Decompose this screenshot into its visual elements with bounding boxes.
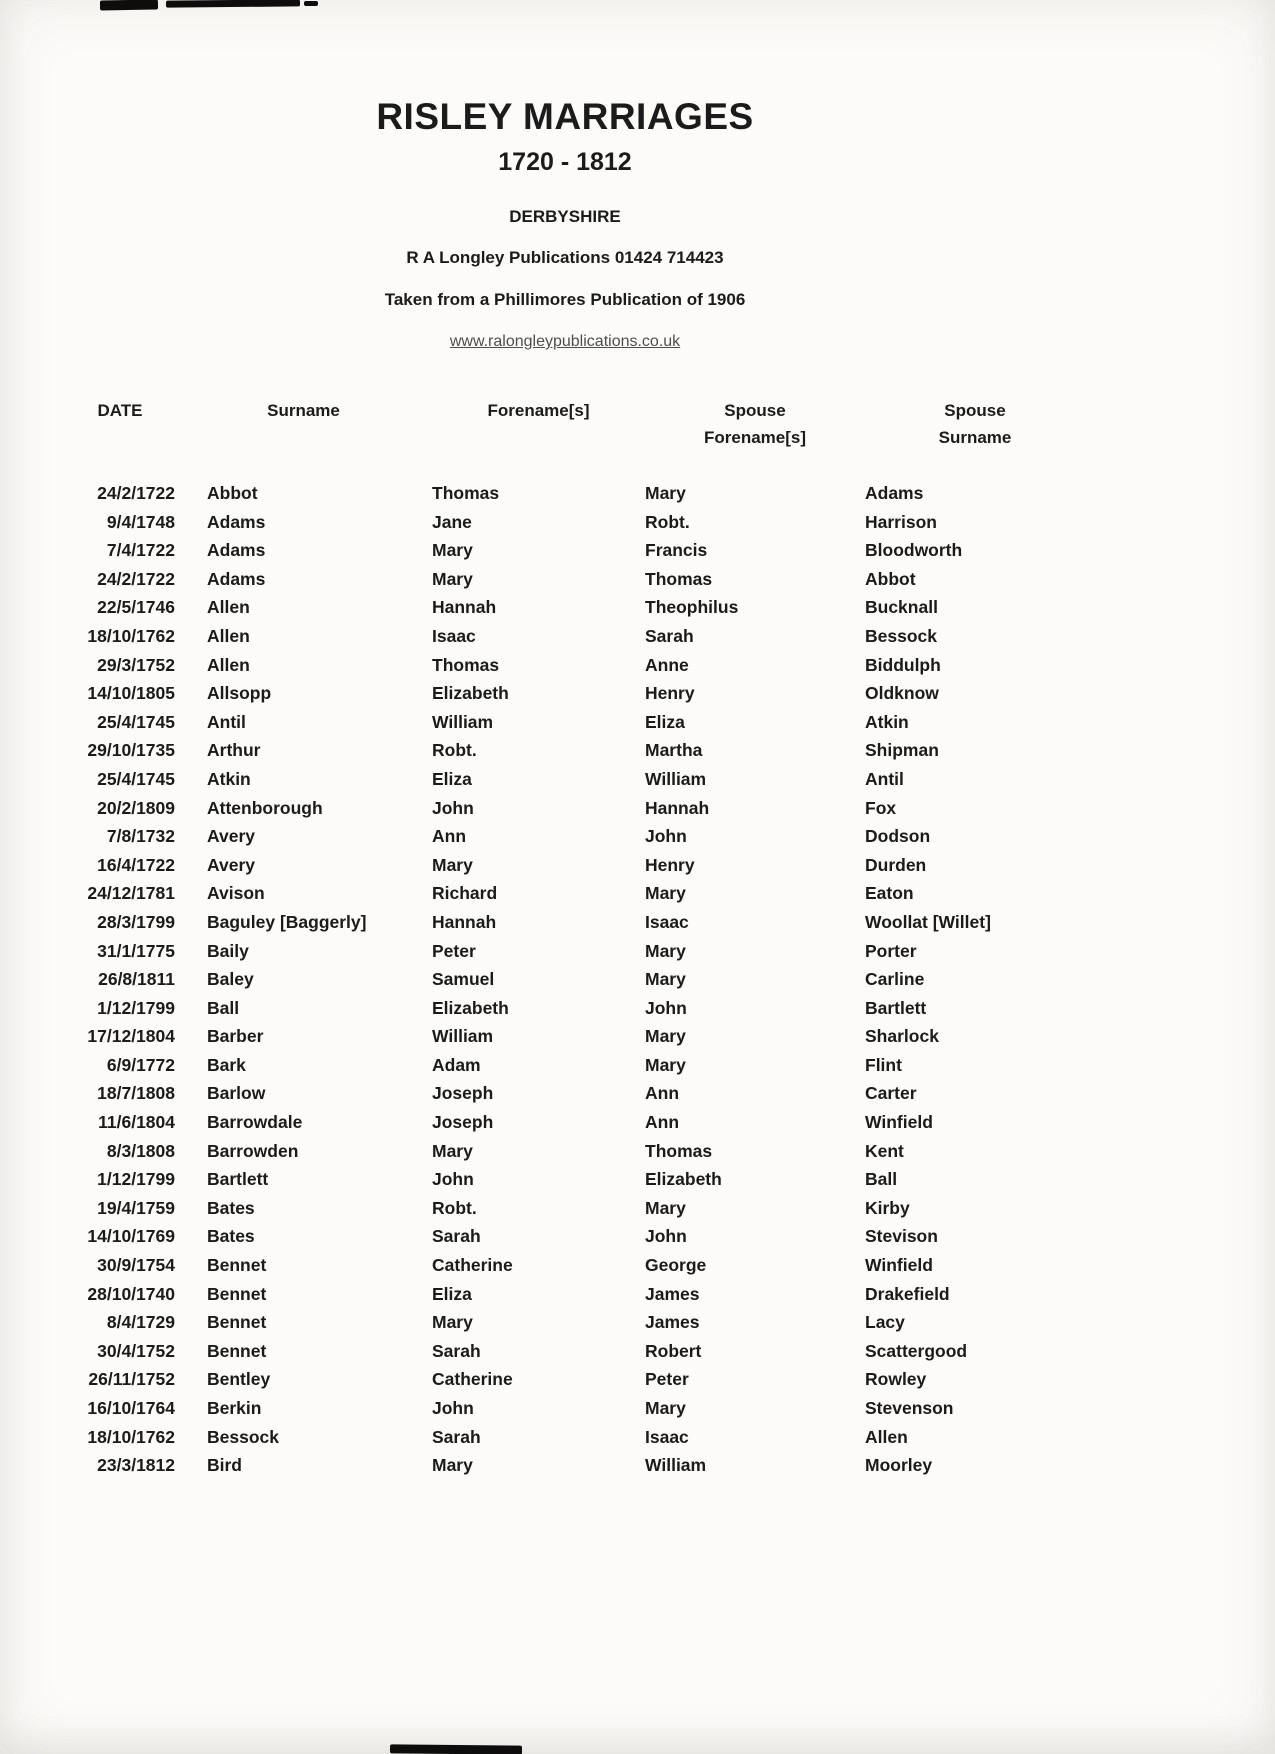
cell-forename: Elizabeth	[432, 683, 509, 704]
table-row	[65, 622, 1150, 651]
table-row	[65, 879, 1150, 908]
cell-spouse-surname: Porter	[865, 940, 917, 961]
cell-surname: Bates	[207, 1197, 255, 1218]
cell-forename: Mary	[432, 1140, 473, 1161]
cell-spouse-surname: Bloodworth	[865, 540, 963, 561]
cell-forename: Mary	[432, 568, 473, 589]
cell-forename: Eliza	[432, 768, 472, 789]
cell-spouse-surname: Sharlock	[865, 1026, 939, 1047]
cell-spouse-forename: Francis	[645, 540, 708, 561]
cell-surname: Avery	[207, 826, 255, 847]
cell-spouse-surname: Scattergood	[865, 1340, 968, 1361]
cell-forename: Mary	[432, 854, 473, 875]
cell-date: 11/6/1804	[98, 1112, 175, 1133]
cell-surname: Attenborough	[207, 797, 323, 818]
cell-surname: Bartlett	[207, 1169, 269, 1190]
table-row	[65, 708, 1150, 737]
cell-forename: Mary	[432, 540, 473, 561]
scan-artifact-top-left	[100, 0, 158, 11]
cell-spouse-surname: Rowley	[865, 1369, 927, 1390]
cell-surname: Bird	[207, 1455, 242, 1476]
cell-spouse-forename: John	[645, 997, 687, 1018]
cell-date: 18/10/1762	[87, 625, 175, 646]
cell-spouse-forename: Elizabeth	[645, 1169, 722, 1190]
cell-forename: Peter	[432, 940, 476, 961]
cell-forename: Eliza	[432, 1283, 472, 1304]
table-row	[65, 965, 1150, 994]
cell-spouse-forename: Robert	[645, 1340, 702, 1361]
cell-spouse-surname: Kent	[865, 1140, 904, 1161]
cell-date: 6/9/1772	[106, 1054, 175, 1075]
cell-date: 8/3/1808	[106, 1140, 175, 1161]
cell-spouse-forename: Henry	[645, 854, 695, 875]
marriage-table	[65, 397, 1150, 1480]
cell-surname: Bennet	[207, 1340, 267, 1361]
table-row	[65, 1194, 1150, 1223]
cell-spouse-forename: Mary	[645, 883, 686, 904]
cell-spouse-forename: Sarah	[645, 625, 694, 646]
table-row	[65, 1251, 1150, 1280]
cell-forename: John	[432, 1398, 474, 1418]
cell-surname: Bennet	[207, 1312, 267, 1333]
cell-surname: Bates	[207, 1226, 255, 1247]
cell-forename: Sarah	[432, 1226, 481, 1247]
cell-surname: Abbot	[207, 483, 258, 503]
table-row	[65, 1280, 1150, 1309]
table-row	[65, 536, 1150, 565]
cell-spouse-surname: Oldknow	[865, 683, 939, 704]
cell-spouse-surname: Abbot	[865, 568, 916, 589]
cell-forename: Isaac	[432, 625, 476, 646]
cell-spouse-surname: Carline	[865, 969, 925, 990]
table-row	[65, 937, 1150, 966]
cell-spouse-forename: Robt.	[645, 511, 690, 532]
cell-spouse-surname: Antil	[865, 768, 904, 789]
table-row	[65, 1022, 1150, 1051]
cell-spouse-surname: Bartlett	[865, 997, 927, 1018]
cell-forename: Joseph	[432, 1112, 494, 1133]
cell-date: 31/1/1775	[97, 940, 175, 961]
cell-forename: Robt.	[432, 740, 477, 761]
cell-date: 25/4/1745	[97, 768, 175, 789]
table-row	[65, 1051, 1150, 1080]
cell-date: 18/7/1808	[97, 1083, 175, 1104]
table-row	[65, 565, 1150, 594]
website-url: www.ralongleypublications.co.uk	[449, 333, 681, 350]
cell-spouse-forename: James	[645, 1312, 700, 1333]
cell-date: 9/4/1748	[106, 511, 175, 532]
cell-date: 26/8/1811	[98, 969, 175, 990]
cell-forename: William	[432, 711, 494, 732]
cell-surname: Arthur	[207, 740, 261, 761]
cell-surname: Berkin	[207, 1398, 262, 1418]
cell-spouse-forename: Mary	[645, 940, 686, 961]
cell-spouse-surname: Fox	[865, 797, 897, 818]
source-line: Taken from a Phillimores Publication of 1906	[384, 290, 746, 309]
cell-forename: Sarah	[432, 1426, 481, 1447]
cell-spouse-surname: Woollat [Willet]	[865, 911, 991, 932]
cell-surname: Bentley	[207, 1369, 271, 1390]
cell-spouse-forename: Mary	[645, 1197, 686, 1218]
cell-forename: John	[432, 797, 474, 818]
cell-surname: Baley	[207, 969, 254, 990]
cell-surname: Allsopp	[207, 683, 272, 704]
table-row	[65, 1222, 1150, 1251]
cell-forename: William	[432, 1026, 494, 1047]
table-row	[65, 994, 1150, 1023]
cell-forename: Sarah	[432, 1340, 481, 1361]
cell-spouse-forename: John	[645, 826, 687, 847]
cell-spouse-forename: Henry	[645, 683, 695, 704]
cell-spouse-forename: Isaac	[645, 911, 689, 932]
cell-spouse-forename: William	[645, 768, 707, 789]
cell-surname: Bessock	[207, 1426, 279, 1447]
cell-spouse-surname: Biddulph	[865, 654, 941, 675]
cell-spouse-surname: Moorley	[865, 1455, 933, 1476]
cell-spouse-forename: Isaac	[645, 1426, 689, 1447]
cell-spouse-surname: Stevison	[865, 1226, 938, 1247]
cell-surname: Bennet	[207, 1255, 267, 1276]
cell-forename: Hannah	[432, 597, 497, 618]
cell-forename: Robt.	[432, 1197, 477, 1218]
cell-forename: John	[432, 1169, 474, 1190]
cell-date: 1/12/1799	[97, 1169, 175, 1190]
cell-forename: Hannah	[432, 911, 497, 932]
cell-surname: Antil	[207, 711, 246, 732]
cell-forename: Mary	[432, 1455, 473, 1476]
cell-spouse-surname: Winfield	[865, 1112, 933, 1133]
cell-date: 29/3/1752	[97, 654, 175, 675]
table-row	[65, 822, 1150, 851]
cell-forename: Elizabeth	[432, 997, 509, 1018]
cell-spouse-forename: Mary	[645, 969, 686, 990]
scan-artifact-bottom	[390, 1744, 522, 1754]
cell-surname: Baily	[207, 940, 249, 961]
cell-spouse-forename: Eliza	[645, 711, 685, 732]
table-row	[65, 736, 1150, 765]
cell-surname: Atkin	[207, 768, 251, 789]
table-row	[65, 1108, 1150, 1137]
table-row	[65, 1394, 1150, 1423]
cell-spouse-surname: Allen	[865, 1426, 908, 1447]
cell-surname: Barrowden	[207, 1140, 299, 1161]
cell-surname: Allen	[207, 625, 250, 646]
cell-spouse-forename: Thomas	[645, 1140, 713, 1161]
cell-spouse-surname: Kirby	[865, 1197, 910, 1218]
table-row	[65, 765, 1150, 794]
cell-spouse-forename: Hannah	[645, 797, 710, 818]
cell-spouse-surname: Ball	[865, 1169, 898, 1190]
table-row	[65, 1337, 1150, 1366]
cell-surname: Allen	[207, 597, 250, 618]
table-row	[65, 1165, 1150, 1194]
cell-spouse-surname: Winfield	[865, 1255, 933, 1276]
cell-spouse-surname: Lacy	[865, 1312, 905, 1333]
table-row	[65, 908, 1150, 937]
cell-spouse-surname: Drakefield	[865, 1283, 950, 1304]
cell-date: 8/4/1729	[106, 1312, 175, 1333]
cell-surname: Adams	[207, 540, 266, 561]
cell-spouse-forename: Theophilus	[645, 597, 739, 618]
cell-spouse-forename: Mary	[645, 483, 686, 503]
table-row	[65, 851, 1150, 880]
cell-surname: Avery	[207, 854, 255, 875]
cell-forename: Joseph	[432, 1083, 494, 1104]
column-header-spouse-forename: Spouse Forename[s]	[703, 401, 807, 447]
table-row	[65, 508, 1150, 537]
cell-spouse-forename: William	[645, 1455, 707, 1476]
scan-artifact-top	[166, 0, 300, 8]
cell-forename: Ann	[432, 826, 467, 847]
cell-date: 26/11/1752	[88, 1369, 175, 1390]
cell-date: 25/4/1745	[97, 711, 175, 732]
table-row	[65, 1423, 1150, 1452]
cell-spouse-forename: Mary	[645, 1026, 686, 1047]
scan-artifact-top-small	[304, 1, 318, 6]
table-row	[65, 1365, 1150, 1394]
cell-spouse-forename: Ann	[645, 1083, 680, 1104]
cell-forename: Jane	[432, 511, 472, 532]
cell-date: 16/10/1764	[87, 1398, 175, 1418]
cell-date: 23/3/1812	[97, 1455, 175, 1476]
cell-spouse-forename: Ann	[645, 1112, 680, 1133]
cell-date: 24/12/1781	[87, 883, 175, 904]
cell-date: 1/12/1799	[97, 997, 175, 1018]
cell-spouse-forename: Peter	[645, 1369, 689, 1390]
cell-date: 24/2/1722	[97, 483, 175, 503]
cell-date: 29/10/1735	[87, 740, 175, 761]
cell-date: 7/8/1732	[106, 826, 175, 847]
cell-spouse-forename: Anne	[645, 654, 689, 675]
cell-forename: Mary	[432, 1312, 473, 1333]
column-header-forename: Forename[s]	[487, 401, 590, 420]
cell-spouse-surname: Stevenson	[865, 1398, 954, 1418]
cell-forename: Thomas	[432, 483, 500, 503]
cell-surname: Bennet	[207, 1283, 267, 1304]
table-body	[65, 479, 1150, 1480]
table-header-row	[65, 397, 1150, 451]
cell-date: 18/10/1762	[87, 1426, 175, 1447]
table-row	[65, 1451, 1150, 1480]
table-row	[65, 679, 1150, 708]
cell-date: 14/10/1805	[87, 683, 175, 704]
cell-spouse-surname: Durden	[865, 854, 927, 875]
cell-surname: Ball	[207, 997, 240, 1018]
cell-date: 22/5/1746	[97, 597, 175, 618]
column-header-spouse-surname: Spouse Surname	[938, 401, 1012, 447]
cell-date: 30/4/1752	[97, 1340, 175, 1361]
cell-surname: Barrowdale	[207, 1112, 303, 1133]
column-header-surname: Surname	[267, 401, 340, 420]
document-header	[0, 0, 1130, 351]
cell-date: 24/2/1722	[97, 568, 175, 589]
cell-spouse-forename: Mary	[645, 1054, 686, 1075]
cell-surname: Avison	[207, 883, 265, 904]
table-row	[65, 1137, 1150, 1166]
cell-date: 19/4/1759	[97, 1197, 175, 1218]
cell-spouse-forename: George	[645, 1255, 707, 1276]
cell-spouse-forename: James	[645, 1283, 700, 1304]
cell-spouse-forename: John	[645, 1226, 687, 1247]
cell-spouse-surname: Bucknall	[865, 597, 938, 618]
table-row	[65, 593, 1150, 622]
cell-spouse-forename: Mary	[645, 1398, 686, 1418]
cell-date: 30/9/1754	[97, 1255, 175, 1276]
cell-spouse-forename: Thomas	[645, 568, 713, 589]
cell-spouse-surname: Dodson	[865, 826, 931, 847]
cell-surname: Barlow	[207, 1083, 266, 1104]
cell-spouse-surname: Bessock	[865, 625, 937, 646]
date-range: 1720 - 1812	[498, 148, 632, 176]
column-header-date: DATE	[97, 401, 143, 420]
page-title: RISLEY MARRIAGES	[376, 96, 754, 137]
cell-date: 28/10/1740	[87, 1283, 175, 1304]
cell-date: 17/12/1804	[87, 1026, 175, 1047]
table-row	[65, 794, 1150, 823]
cell-surname: Adams	[207, 568, 266, 589]
cell-surname: Barber	[207, 1026, 264, 1047]
table-row	[65, 479, 1150, 508]
county-label: DERBYSHIRE	[509, 207, 621, 226]
cell-surname: Bark	[207, 1054, 246, 1075]
cell-spouse-surname: Flint	[865, 1054, 902, 1075]
cell-forename: Samuel	[432, 969, 495, 990]
cell-date: 28/3/1799	[97, 911, 175, 932]
cell-surname: Allen	[207, 654, 250, 675]
cell-spouse-surname: Carter	[865, 1083, 917, 1104]
cell-surname: Baguley [Baggerly]	[207, 911, 367, 932]
cell-spouse-surname: Shipman	[865, 740, 939, 761]
cell-date: 20/2/1809	[97, 797, 175, 818]
table-row	[65, 1079, 1150, 1108]
table-row	[65, 651, 1150, 680]
cell-spouse-surname: Eaton	[865, 883, 914, 904]
cell-surname: Adams	[207, 511, 266, 532]
cell-spouse-surname: Adams	[865, 483, 924, 503]
cell-forename: Adam	[432, 1054, 481, 1075]
cell-date: 16/4/1722	[97, 854, 175, 875]
cell-forename: Catherine	[432, 1369, 513, 1390]
cell-spouse-forename: Martha	[645, 740, 703, 761]
table-row	[65, 1308, 1150, 1337]
cell-forename: Richard	[432, 883, 498, 904]
publisher-line: R A Longley Publications 01424 714423	[406, 248, 724, 267]
cell-forename: Thomas	[432, 654, 500, 675]
cell-date: 7/4/1722	[106, 540, 175, 561]
cell-date: 14/10/1769	[87, 1226, 175, 1247]
cell-forename: Catherine	[432, 1255, 513, 1276]
cell-spouse-surname: Atkin	[865, 711, 909, 732]
cell-spouse-surname: Harrison	[865, 511, 937, 532]
